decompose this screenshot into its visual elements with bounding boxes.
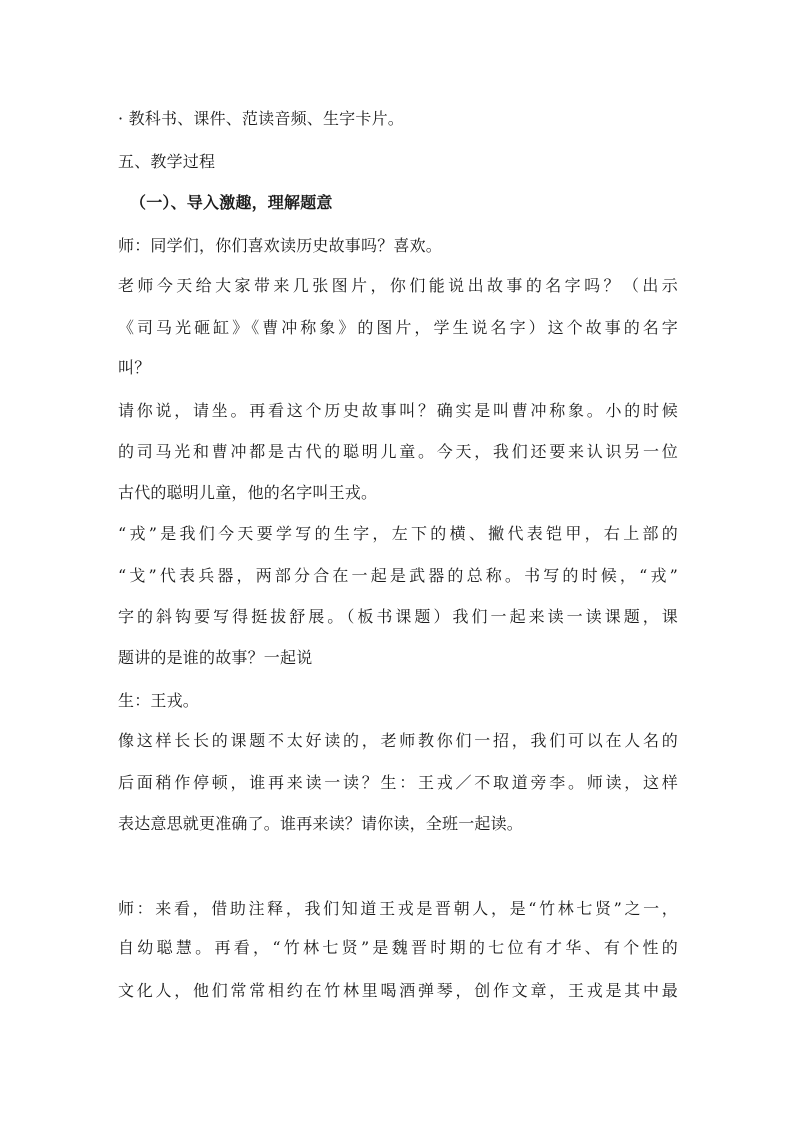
subsection-heading: （一）、导入激趣，理解题意	[130, 193, 333, 212]
paragraph-line: 生：王戎。	[118, 691, 200, 710]
paragraph-line: 文化人，他们常常相约在竹林里喝酒弹琴，创作文章，王戎是其中最	[118, 981, 678, 1000]
paragraph-line: 古代的聪明儿童，他的名字叫王戎。	[118, 483, 378, 502]
paragraph-line: 《司马光砸缸》《曹冲称象》的图片，学生说名字）这个故事的名字	[118, 318, 678, 337]
paragraph-line: 请你说，请坐。再看这个历史故事叫？确实是叫曹冲称象。小的时候	[118, 401, 678, 420]
materials-line: · 教科书、课件、范读音频、生字卡片。	[118, 109, 404, 128]
paragraph-line: 老师今天给大家带来几张图片，你们能说出故事的名字吗？（出示	[118, 276, 678, 295]
paragraph-line: 题讲的是谁的故事？一起说	[118, 648, 313, 667]
paragraph-line: 的司马光和曹冲都是古代的聪明儿童。今天，我们还要来认识另一位	[118, 442, 678, 461]
paragraph-line: 师：同学们，你们喜欢读历史故事吗？喜欢。	[118, 236, 443, 255]
paragraph-line: 像这样长长的课题不太好读的，老师教你们一招，我们可以在人名的	[118, 731, 678, 750]
paragraph-line: 表达意思就更准确了。谁再来读？请你读，全班一起读。	[118, 814, 524, 833]
section-heading: 五、教学过程	[118, 152, 216, 171]
paragraph-line: “戎”是我们今天要学写的生字，左下的横、撇代表铠甲，右上部的	[118, 524, 678, 543]
paragraph-line: 后面稍作停顿，谁再来读一读？生：王戎／不取道旁李。师读，这样	[118, 773, 678, 792]
paragraph-line: 自幼聪慧。再看，“竹林七贤”是魏晋时期的七位有才华、有个性的	[118, 938, 678, 957]
paragraph-line: 叫？	[118, 358, 151, 377]
paragraph-line: 字的斜钩要写得挺拔舒展。（板书课题）我们一起来读一读课题，课	[118, 607, 678, 626]
paragraph-line: “戈”代表兵器，两部分合在一起是武器的总称。书写的时候，“戎”	[118, 566, 678, 585]
paragraph-line: 师：来看，借助注释，我们知道王戎是晋朝人，是“竹林七贤”之一，	[118, 899, 678, 918]
